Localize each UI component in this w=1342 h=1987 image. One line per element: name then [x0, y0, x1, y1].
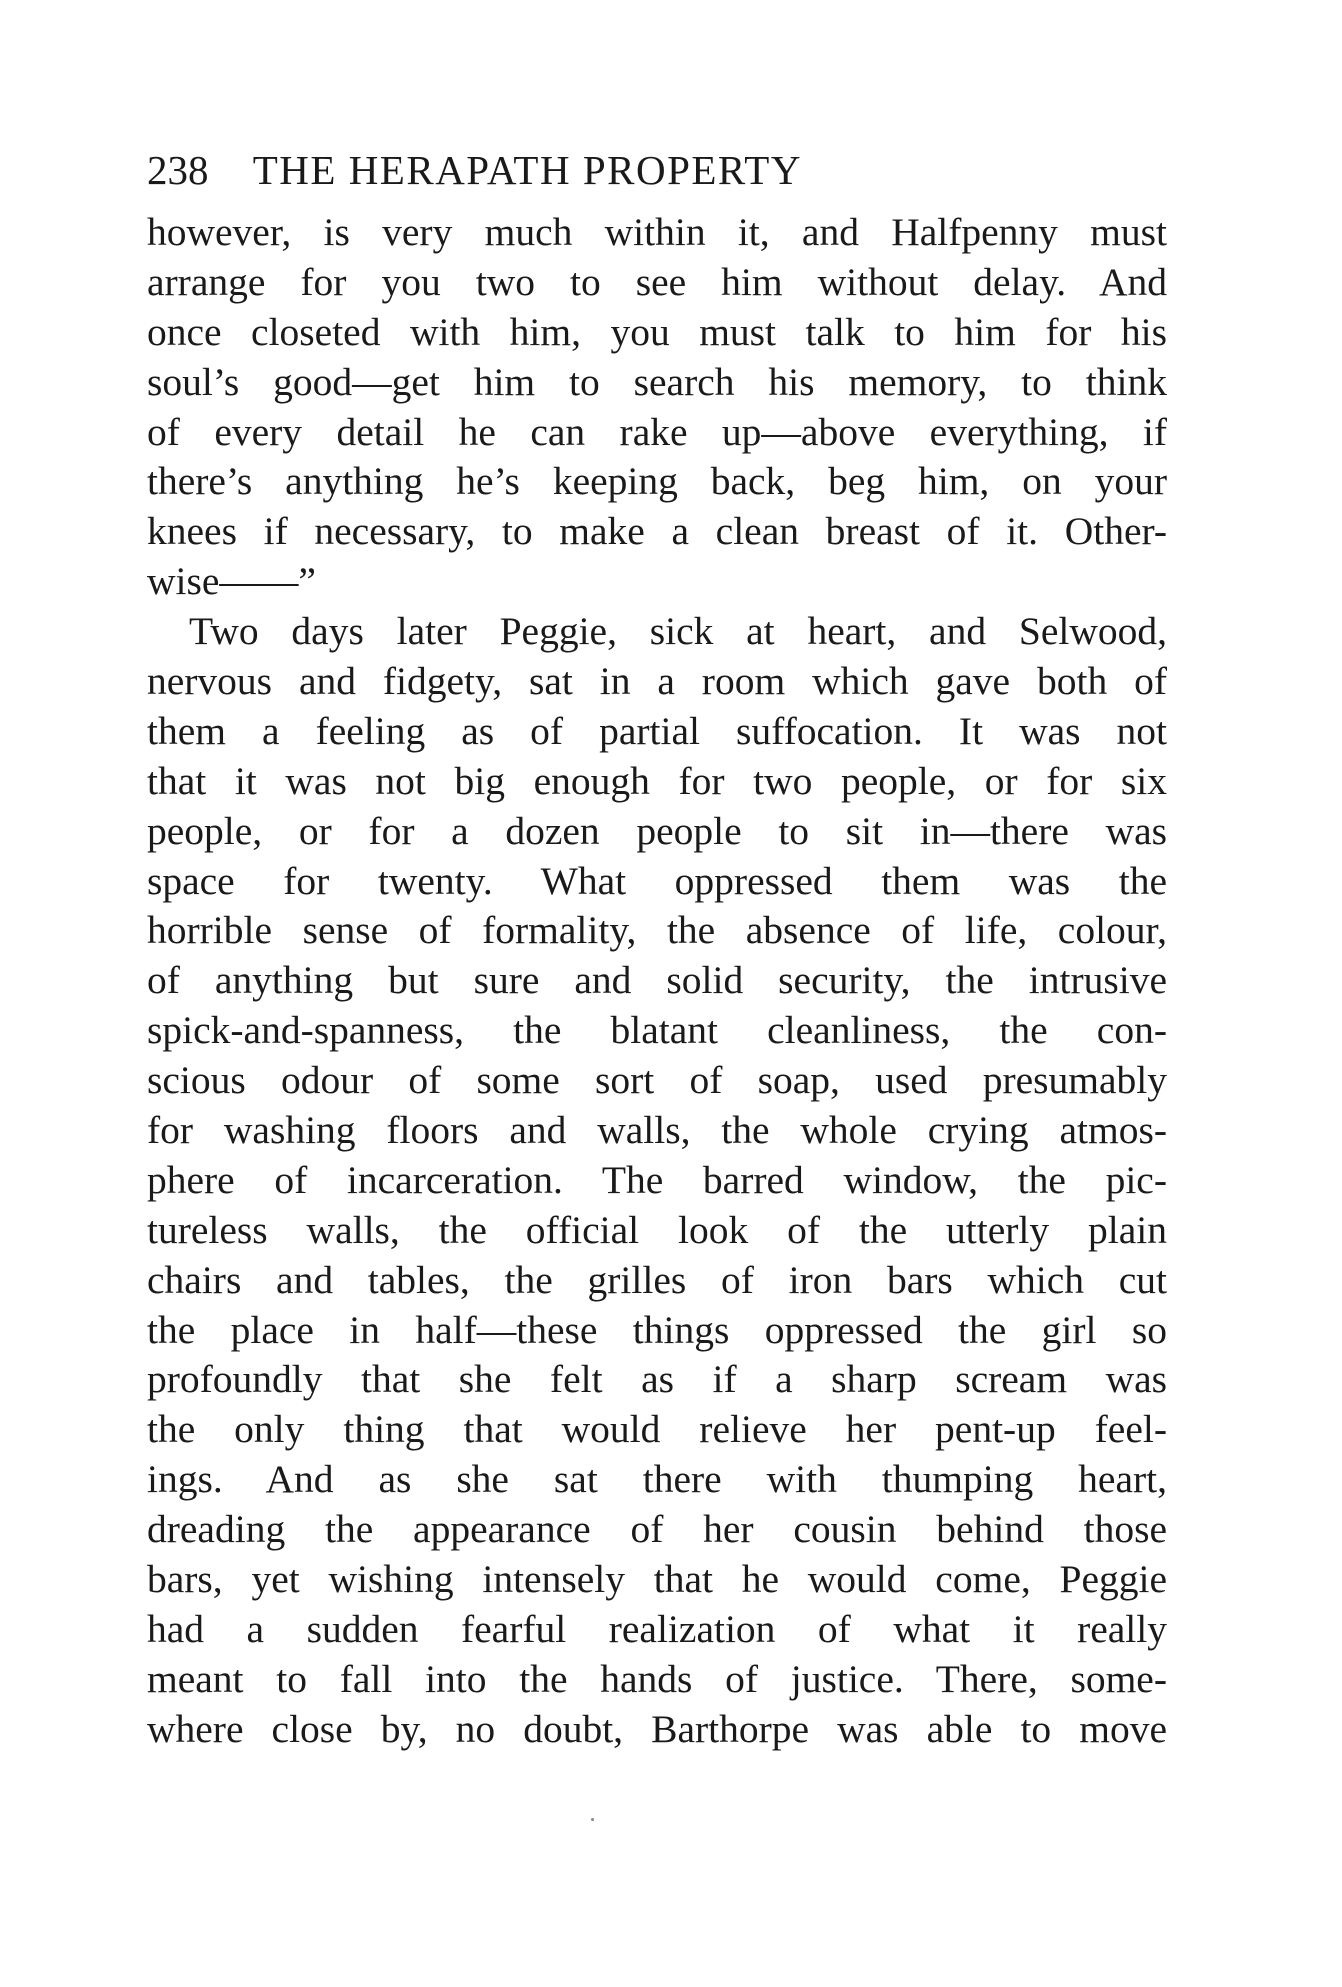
text-line: horrible sense of formality, the absence of life, colour,: [147, 908, 1167, 953]
text-line: tureless walls, the official look of the utterly plain: [147, 1207, 1167, 1252]
running-title: THE HERAPATH PROPERTY: [252, 147, 802, 193]
text-line: there’s anything he’s keeping back, beg him, on your: [147, 459, 1167, 504]
text-line: bars, yet wishing intensely that he would come, Peggie: [147, 1557, 1167, 1602]
text-line: people, or for a dozen people to sit in—there was: [147, 808, 1167, 853]
text-line: soul’s good—get him to search his memory, to think: [147, 359, 1167, 404]
text-line: spick-and-spanness, the blatant cleanliness, the con-: [147, 1008, 1167, 1053]
text-line: arrange for you two to see him without delay. And: [147, 259, 1167, 304]
body-text: [147, 208, 1167, 1755]
text-line: dreading the appearance of her cousin behind those: [147, 1507, 1167, 1552]
text-line: of anything but sure and solid security, the intrusive: [147, 958, 1167, 1003]
text-line: profoundly that she felt as if a sharp scream was: [147, 1357, 1167, 1402]
text-line: meant to fall into the hands of justice. There, some-: [147, 1656, 1167, 1701]
text-line: once closeted with him, you must talk to him for his: [147, 309, 1167, 354]
text-line: knees if necessary, to make a clean breast of it. Other-: [147, 509, 1167, 554]
text-line: the place in half—these things oppressed the girl so: [147, 1307, 1167, 1352]
page-header: [147, 140, 1167, 200]
text-line: chairs and tables, the grilles of iron bars which cut: [147, 1257, 1167, 1302]
print-speck: [591, 1818, 594, 1821]
text-line: nervous and fidgety, sat in a room which gave both of: [147, 659, 1167, 704]
text-line: wise——”: [147, 559, 316, 604]
text-line: however, is very much within it, and Halfpenny must: [147, 210, 1167, 254]
text-line: where close by, no doubt, Barthorpe was able to move: [147, 1706, 1167, 1751]
text-line: for washing floors and walls, the whole crying atmos-: [147, 1108, 1167, 1153]
text-line: space for twenty. What oppressed them was the: [147, 858, 1167, 903]
text-line: that it was not big enough for two people, or for six: [147, 758, 1167, 803]
text-line: had a sudden fearful realization of what it really: [147, 1606, 1167, 1651]
text-line: of every detail he can rake up—above everything, if: [147, 409, 1167, 454]
text-line: the only thing that would relieve her pent-up feel-: [147, 1407, 1167, 1452]
paragraph-first-line: Two days later Peggie, sick at heart, and Selwood,: [189, 609, 1167, 654]
text-line: ings. And as she sat there with thumping heart,: [147, 1457, 1167, 1502]
text-line: phere of incarceration. The barred window, the pic-: [147, 1157, 1167, 1202]
page-number: 238: [147, 147, 209, 193]
text-line: scious odour of some sort of soap, used presumably: [147, 1058, 1167, 1103]
text-line: them a feeling as of partial suffocation. It was not: [147, 708, 1167, 753]
